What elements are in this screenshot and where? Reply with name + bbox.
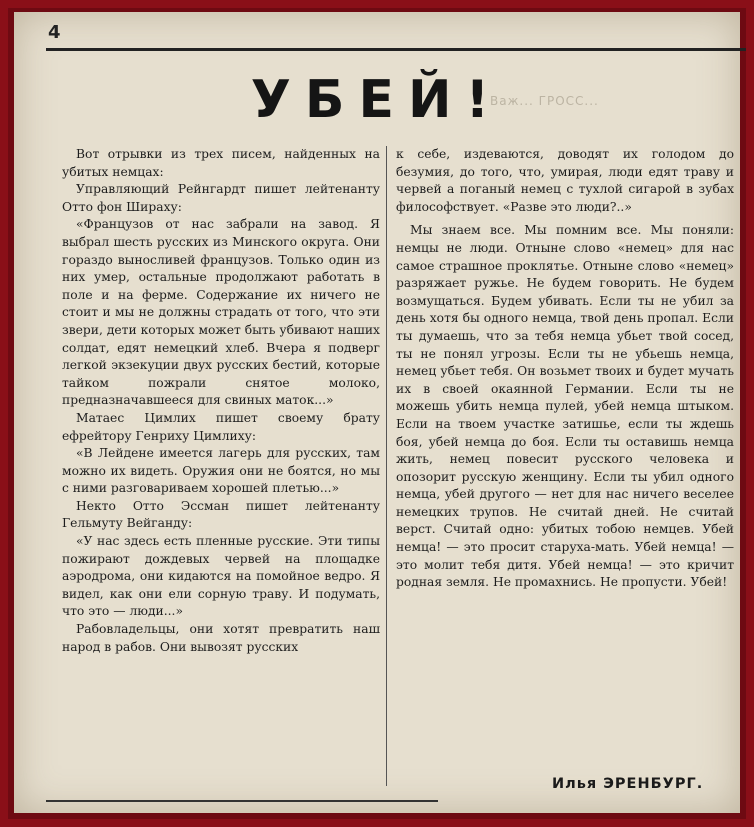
column-divider [386, 146, 387, 786]
paragraph: «Французов от нас забрали на завод. Я выбрал шесть русских из Минского округа. Они гораздо выносливей французов. Только один из них умер, остальные продолжают работать в поле и на ферме. Содержание их ничего не стоит и мы не должны страдать от того, что эти звери, дети которых может быть убивают наших солдат, едят немецкий хлеб. Вчера я подверг легкой экзекуции двух русских бестий, которые тайком пожрали снятое молоко, предназначавшееся для свиных маток...» [62, 217, 380, 408]
paragraph: «В Лейдене имеется лагерь для русских, там можно их видеть. Оружия они не боятся, но мы с ними разговариваем хорошей плетью...» [62, 446, 380, 496]
paragraph: Вот отрывки из трех писем, найденных на убитых немцах: [62, 147, 380, 179]
bottom-rule [46, 800, 438, 802]
paragraph: к себе, издеваются, доводят их голодом до безумия, до того, что, умирая, люди едят траву и червей а поганый немец с тухлой сигарой в зубах философствует. «Разве это люди?..» [396, 147, 734, 214]
paragraph: Мы знаем все. Мы помним все. Мы поняли: немцы не люди. Отныне слово «немец» для нас самое страшное проклятье. Отныне слово «немец» разряжает ружье. Не будем говорить. Не будем возмущаться. Будем убивать. Если ты не убил за день хотя бы одного немца, твой день пропал. Если ты думаешь, что за тебя немца убьет твой сосед, ты не понял угрозы. Если ты не убьешь немца, немец убьет тебя. Он возьмет твоих и будет мучать их в своей окаянной Германии. Если ты не можешь убить немца пулей, убей немца штыком. Если на твоем участке затишье, если ты ждешь боя, убей немца до боя. Если ты оставишь немца жить, немец повесит русского человека и опозорит русскую женщину. Если ты убил одного немца, убей другого — нет для нас ничего веселее немецких трупов. Не считай дней. Не считай верст. Считай одно: убитых тобою немцев. Убей немца! — это просит старуха-мать. Убей немца! — это молит тебя дитя. Убей немца! — это кричит родная земля. Не промахнись. Не пропусти. Убей! [396, 223, 734, 590]
top-rule [46, 48, 746, 51]
left-column [62, 146, 380, 656]
paragraph: Рабовладельцы, они хотят превратить наш народ в рабов. Они вывозят русских [62, 622, 380, 654]
paragraph: «У нас здесь есть пленные русские. Эти типы пожирают дождевых червей на площадке аэродрома, они кидаются на помойное ведро. Я видел, как они ели сорную траву. И подумать, что это — люди...» [62, 534, 380, 619]
paragraph: Управляющий Рейнгардт пишет лейтенанту Отто фон Шираху: [62, 182, 380, 214]
faint-heading: Важ... ГРОСС... [490, 94, 599, 108]
page-number: 4 [48, 22, 61, 43]
paragraph: Матаес Цимлих пишет своему брату ефрейтору Генриху Цимлиху: [62, 410, 380, 443]
article-title: УБЕЙ! [250, 70, 504, 130]
paragraph: Некто Отто Эссман пишет лейтенанту Гельмуту Вейганду: [62, 498, 380, 531]
right-column [396, 146, 734, 592]
author-signature: Илья ЭРЕНБУРГ. [552, 776, 704, 792]
